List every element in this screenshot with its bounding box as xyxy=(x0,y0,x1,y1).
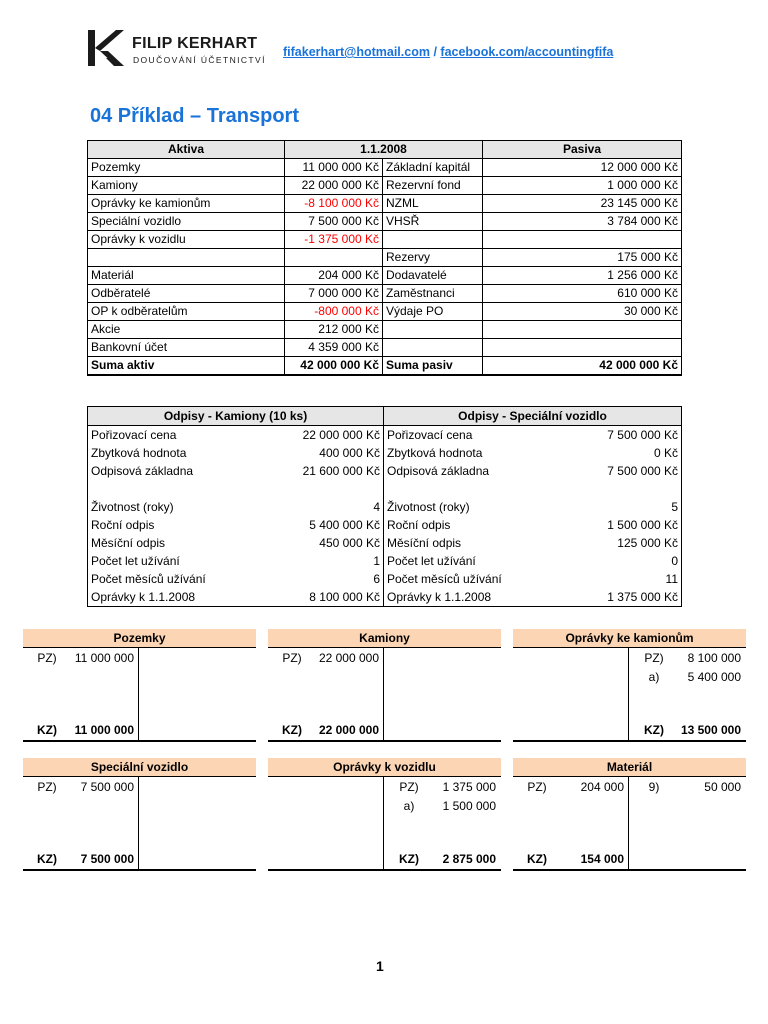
trucks-param-value: 8 100 000 Kč xyxy=(309,590,380,604)
liability-label: Základní kapitál xyxy=(383,159,483,177)
asset-value: -1 375 000 Kč xyxy=(285,231,383,249)
t-account-bottom-line xyxy=(23,869,256,871)
asset-label: Akcie xyxy=(88,321,285,339)
t-account xyxy=(513,629,746,742)
vehicle-param-label xyxy=(384,480,534,498)
depreciation-row xyxy=(88,534,682,552)
debit-entry-label: PZ) xyxy=(527,780,547,794)
liability-value: 1 000 000 Kč xyxy=(483,177,682,195)
vehicle-param-label: Měsíční odpis xyxy=(384,534,534,552)
credit-entry-label: PZ) xyxy=(399,780,419,794)
vehicle-param-value: 1 375 000 Kč xyxy=(607,590,679,604)
asset-value: 22 000 000 Kč xyxy=(285,177,383,195)
liability-label: VHSŘ xyxy=(383,213,483,231)
balance-header-pasiva: Pasiva xyxy=(483,141,682,159)
trucks-param-value: 450 000 Kč xyxy=(319,536,380,550)
vehicle-param-value: 11 xyxy=(665,572,679,586)
depreciation-row xyxy=(88,498,682,516)
asset-label: Pozemky xyxy=(88,159,285,177)
debit-entry-label: PZ) xyxy=(282,651,302,665)
credit-entry-label: a) xyxy=(648,670,660,684)
depreciation-header-row xyxy=(88,407,682,426)
vehicle-param-value xyxy=(534,480,682,498)
t-account-bottom-line xyxy=(513,740,746,742)
closing-balance-label: KZ) xyxy=(644,723,664,737)
vehicle-param-value: 0 Kč xyxy=(654,446,679,460)
depreciation-vehicle-title: Odpisy - Speciální vozidlo xyxy=(384,407,682,426)
asset-value: -800 000 Kč xyxy=(285,303,383,321)
contact-line xyxy=(283,45,613,59)
asset-value xyxy=(285,249,383,267)
depreciation-row xyxy=(88,462,682,480)
balance-sheet-table xyxy=(87,140,682,376)
balance-row xyxy=(88,159,682,177)
page-number: 1 xyxy=(376,958,384,974)
liability-value: 3 784 000 Kč xyxy=(483,213,682,231)
closing-balance-value: 22 000 000 xyxy=(318,723,379,737)
liability-label xyxy=(383,231,483,249)
asset-value: 4 359 000 Kč xyxy=(285,339,383,357)
trucks-param-value: 4 xyxy=(373,500,380,514)
liability-label: Výdaje PO xyxy=(383,303,483,321)
trucks-param-label: Zbytková hodnota xyxy=(91,446,187,460)
asset-label: Speciální vozidlo xyxy=(88,213,285,231)
t-account-divider xyxy=(138,648,139,740)
balance-row xyxy=(88,231,682,249)
asset-label xyxy=(88,249,285,267)
vehicle-param-label: Počet let užívání xyxy=(384,552,534,570)
vehicle-param-label: Oprávky k 1.1.2008 xyxy=(384,588,534,607)
balance-row xyxy=(88,177,682,195)
page-title: 04 Příklad – Transport xyxy=(90,105,299,127)
logo-k-icon xyxy=(86,28,126,68)
email-link[interactable]: fifakerhart@hotmail.com xyxy=(283,45,430,59)
balance-row xyxy=(88,321,682,339)
trucks-param-value: 6 xyxy=(373,572,380,586)
liability-label xyxy=(383,321,483,339)
closing-balance-value: 11 000 000 xyxy=(74,723,134,737)
depreciation-table xyxy=(87,406,682,607)
closing-balance-value: 7 500 000 xyxy=(80,852,134,866)
liability-value xyxy=(483,339,682,357)
liability-value: 30 000 Kč xyxy=(483,303,682,321)
asset-label: Bankovní účet xyxy=(88,339,285,357)
vehicle-param-value: 7 500 000 Kč xyxy=(607,428,679,442)
vehicle-param-value: 7 500 000 Kč xyxy=(607,464,679,478)
trucks-param-value: 21 600 000 Kč xyxy=(302,464,380,478)
trucks-param-label: Pořizovací cena xyxy=(91,428,177,442)
liability-value: 1 256 000 Kč xyxy=(483,267,682,285)
logo xyxy=(86,28,276,68)
trucks-param-label: Odpisová základna xyxy=(91,464,194,478)
depreciation-row xyxy=(88,588,682,607)
sum-assets-label: Suma aktiv xyxy=(88,357,285,376)
liability-label: Rezervní fond xyxy=(383,177,483,195)
closing-balance-label: KZ) xyxy=(399,852,419,866)
credit-entry-label: 9) xyxy=(648,780,660,794)
balance-row xyxy=(88,195,682,213)
asset-label: OP k odběratelům xyxy=(88,303,285,321)
liability-label: NZML xyxy=(383,195,483,213)
debit-entry-value: 22 000 000 xyxy=(318,651,379,665)
asset-value: 7 500 000 Kč xyxy=(285,213,383,231)
asset-value: 204 000 Kč xyxy=(285,267,383,285)
asset-label: Odběratelé xyxy=(88,285,285,303)
depreciation-row xyxy=(88,480,682,498)
closing-balance-value: 2 875 000 xyxy=(442,852,496,866)
depreciation-row xyxy=(88,426,682,445)
closing-balance-value: 13 500 000 xyxy=(680,723,741,737)
t-account-title: Kamiony xyxy=(268,629,501,648)
credit-entry-value: 50 000 xyxy=(704,780,741,794)
liability-value: 12 000 000 Kč xyxy=(483,159,682,177)
t-account-bottom-line xyxy=(268,869,501,871)
vehicle-param-value: 125 000 Kč xyxy=(617,536,679,550)
vehicle-param-label: Pořizovací cena xyxy=(384,426,534,445)
credit-entry-label: a) xyxy=(403,799,415,813)
debit-entry-value: 11 000 000 xyxy=(74,651,134,665)
vehicle-param-value: 1 500 000 Kč xyxy=(607,518,679,532)
closing-balance-label: KZ) xyxy=(282,723,302,737)
debit-entry-label: PZ) xyxy=(37,780,57,794)
liability-label: Rezervy xyxy=(383,249,483,267)
credit-entry-label: PZ) xyxy=(644,651,664,665)
trucks-param-label xyxy=(88,480,278,498)
sum-liabilities-value: 42 000 000 Kč xyxy=(483,357,682,376)
t-account-divider xyxy=(383,648,384,740)
depreciation-row xyxy=(88,516,682,534)
debit-entry-value: 7 500 000 xyxy=(80,780,134,794)
debit-entry-label: PZ) xyxy=(37,651,57,665)
t-account xyxy=(23,629,256,742)
t-account xyxy=(513,758,746,871)
trucks-param-label: Měsíční odpis xyxy=(91,536,166,550)
vehicle-param-label: Zbytková hodnota xyxy=(384,444,534,462)
trucks-param-label: Oprávky k 1.1.2008 xyxy=(91,590,196,604)
balance-header-row xyxy=(88,141,682,159)
t-account-title: Pozemky xyxy=(23,629,256,648)
depreciation-row xyxy=(88,552,682,570)
balance-row xyxy=(88,267,682,285)
asset-label: Oprávky ke kamionům xyxy=(88,195,285,213)
balance-row xyxy=(88,303,682,321)
liability-value: 610 000 Kč xyxy=(483,285,682,303)
trucks-param-value xyxy=(278,480,384,498)
trucks-param-label: Počet let užívání xyxy=(91,554,180,568)
asset-value: -8 100 000 Kč xyxy=(285,195,383,213)
vehicle-param-label: Roční odpis xyxy=(384,516,534,534)
asset-value: 11 000 000 Kč xyxy=(285,159,383,177)
contact-separator: / xyxy=(433,45,437,59)
t-account-bottom-line xyxy=(23,740,256,742)
asset-label: Materiál xyxy=(88,267,285,285)
debit-entry-value: 204 000 xyxy=(580,780,624,794)
t-account-title: Speciální vozidlo xyxy=(23,758,256,777)
vehicle-param-label: Odpisová základna xyxy=(384,462,534,480)
balance-header-date: 1.1.2008 xyxy=(285,141,483,159)
vehicle-param-label: Životnost (roky) xyxy=(384,498,534,516)
balance-sum-row xyxy=(88,357,682,376)
t-account-divider xyxy=(628,648,629,740)
t-account-bottom-line xyxy=(268,740,501,742)
balance-row xyxy=(88,249,682,267)
asset-label: Kamiony xyxy=(88,177,285,195)
liability-value xyxy=(483,231,682,249)
liability-label: Dodavatelé xyxy=(383,267,483,285)
trucks-param-label: Životnost (roky) xyxy=(91,500,174,514)
sum-assets-value: 42 000 000 Kč xyxy=(285,357,383,376)
credit-entry-value: 1 375 000 xyxy=(442,780,496,794)
trucks-param-label: Počet měsíců užívání xyxy=(91,572,206,586)
balance-header-aktiva: Aktiva xyxy=(88,141,285,159)
t-account xyxy=(268,758,501,871)
closing-balance-label: KZ) xyxy=(37,723,57,737)
depreciation-row xyxy=(88,570,682,588)
trucks-param-label: Roční odpis xyxy=(91,518,155,532)
asset-value: 212 000 Kč xyxy=(285,321,383,339)
credit-entry-value: 1 500 000 xyxy=(442,799,496,813)
depreciation-trucks-title: Odpisy - Kamiony (10 ks) xyxy=(88,407,384,426)
asset-value: 7 000 000 Kč xyxy=(285,285,383,303)
balance-row xyxy=(88,213,682,231)
trucks-param-value: 400 000 Kč xyxy=(319,446,380,460)
t-account xyxy=(23,758,256,871)
t-account xyxy=(268,629,501,742)
t-account-title: Materiál xyxy=(513,758,746,777)
asset-label: Oprávky k vozidlu xyxy=(88,231,285,249)
liability-label xyxy=(383,339,483,357)
t-account-title: Oprávky ke kamionům xyxy=(513,629,746,648)
vehicle-param-value: 0 xyxy=(671,554,679,568)
closing-balance-label: KZ) xyxy=(37,852,57,866)
trucks-param-value: 5 400 000 Kč xyxy=(309,518,380,532)
logo-subtitle: DOUČOVÁNÍ ÚČETNICTVÍ xyxy=(133,55,266,65)
facebook-link[interactable]: facebook.com/accountingfifa xyxy=(440,45,614,59)
t-account-divider xyxy=(383,777,384,869)
t-account-divider xyxy=(138,777,139,869)
trucks-param-value: 22 000 000 Kč xyxy=(302,428,380,442)
closing-balance-value: 154 000 xyxy=(580,852,624,866)
t-account-title: Oprávky k vozidlu xyxy=(268,758,501,777)
credit-entry-value: 5 400 000 xyxy=(687,670,741,684)
liability-value: 175 000 Kč xyxy=(483,249,682,267)
vehicle-param-label: Počet měsíců užívání xyxy=(384,570,534,588)
liability-value xyxy=(483,321,682,339)
depreciation-row xyxy=(88,444,682,462)
balance-row xyxy=(88,339,682,357)
liability-label: Zaměstnanci xyxy=(383,285,483,303)
trucks-param-value: 1 xyxy=(373,554,380,568)
t-account-bottom-line xyxy=(513,869,746,871)
t-account-divider xyxy=(628,777,629,869)
balance-row xyxy=(88,285,682,303)
credit-entry-value: 8 100 000 xyxy=(687,651,741,665)
vehicle-param-value: 5 xyxy=(671,500,679,514)
logo-name: FILIP KERHART xyxy=(132,35,258,52)
closing-balance-label: KZ) xyxy=(527,852,547,866)
sum-liabilities-label: Suma pasiv xyxy=(383,357,483,376)
liability-value: 23 145 000 Kč xyxy=(483,195,682,213)
